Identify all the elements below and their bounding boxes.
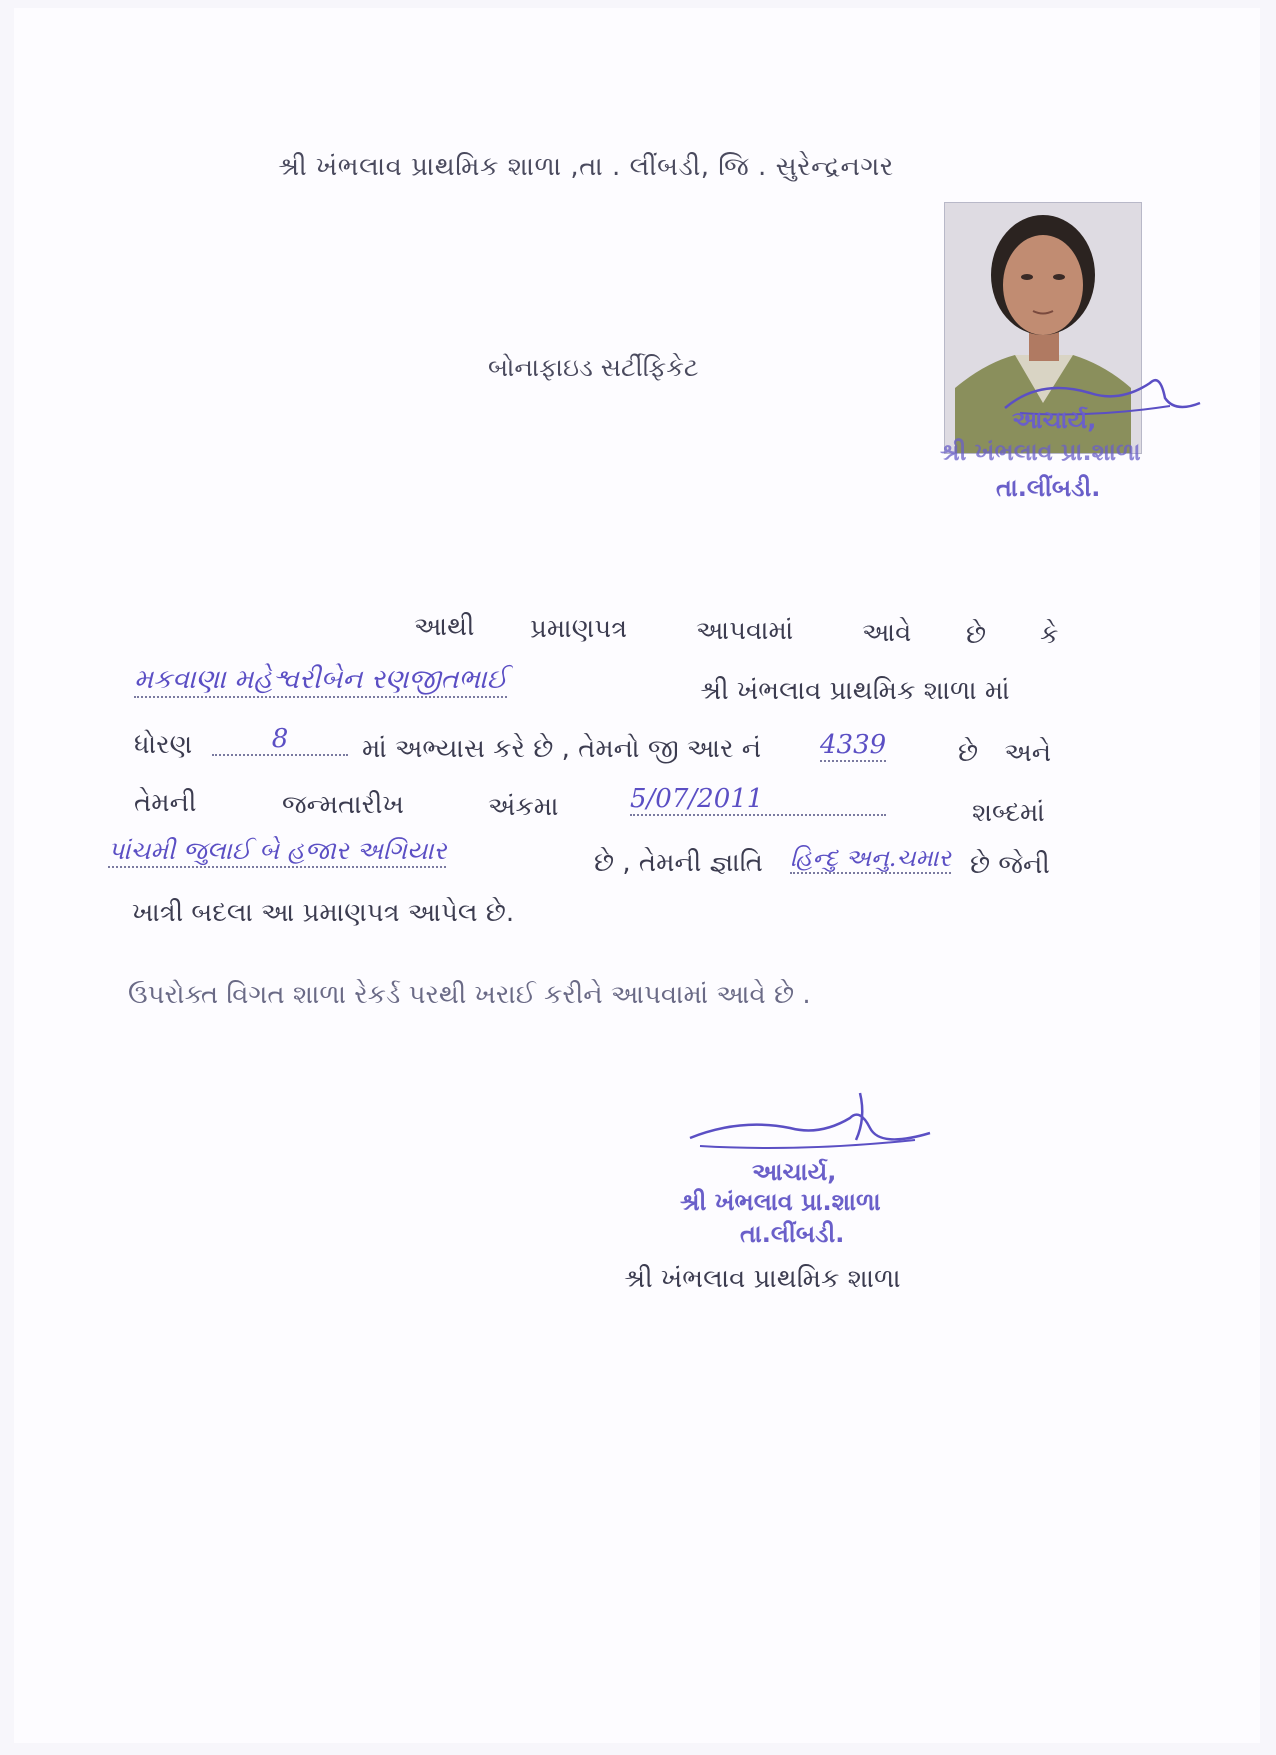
body-word-3: આપવામાં [696,616,794,646]
certificate-title: બોનાફાઇડ સર્ટીફિકેટ [488,353,699,382]
school-header: શ્રી ખંભલાવ પ્રાથમિક શાળા ,તા . લીંબડી, જિ . સુરેન્દ્રનગર [278,152,894,182]
dob-label-1: તેમની [134,788,197,818]
body-word-5: છે [966,620,987,650]
school-suffix: શ્રી ખંભલાવ પ્રાથમિક શાળા માં [700,676,1010,706]
student-name: મકવાણા મહેશ્વરીબેન રણજીતભાઈ [134,664,507,698]
verify-note: ઉપરોક્ત વિગત શાળા રેકર્ડ પરથી ખરાઈ કરીને આપવામાં આવે છે . [128,980,811,1010]
photo-stamp-line3: તા.લીંબડી. [996,474,1101,502]
dob-words: પાંચમી જુલાઈ બે હજાર અગિયાર [108,836,446,868]
gr-suffix: છે અને [958,738,1052,768]
study-text: માં અભ્યાસ કરે છે , તેમનો જી આર નં [362,734,762,764]
photo-stamp-line1: આચાર્ય, [1012,406,1097,434]
caste-prefix: છે , તેમની જ્ઞાતિ [594,848,763,878]
closing-text: ખાત્રી બદલા આ પ્રમાણપત્ર આપેલ છે. [132,898,515,928]
body-word-1: આથી [414,612,475,642]
gr-number: 4339 [820,730,887,760]
principal-signature [680,1088,940,1168]
signature-stamp-line1: આચાર્ય, [752,1158,837,1186]
signature-stamp-line3: તા.લીંબડી. [740,1220,845,1248]
dob-label-2: જન્મતારીખ [282,790,404,820]
caste-value: હિન્દુ અનુ.ચમાર [790,844,951,872]
photo-stamp-line2: શ્રી ખંભલાવ પ્રા.શાળા [940,438,1141,466]
body-word-2: પ્રમાણપત્ર [530,614,628,644]
dob-value: 5/07/2011 [630,784,886,816]
school-name-footer: શ્રી ખંભલાવ પ્રાથમિક શાળા [624,1264,901,1294]
body-word-6: કે [1040,620,1059,650]
std-label: ધોરણ [134,730,193,760]
signature-stamp-line2: શ્રી ખંભલાવ પ્રા.શાળા [680,1188,881,1216]
dob-label-3: અંકમા [488,792,559,822]
dob-words-label: શબ્દમાં [972,798,1045,828]
body-word-4: આવે [862,618,912,648]
std-value: 8 [212,724,348,756]
caste-suffix: છે જેની [970,850,1050,880]
